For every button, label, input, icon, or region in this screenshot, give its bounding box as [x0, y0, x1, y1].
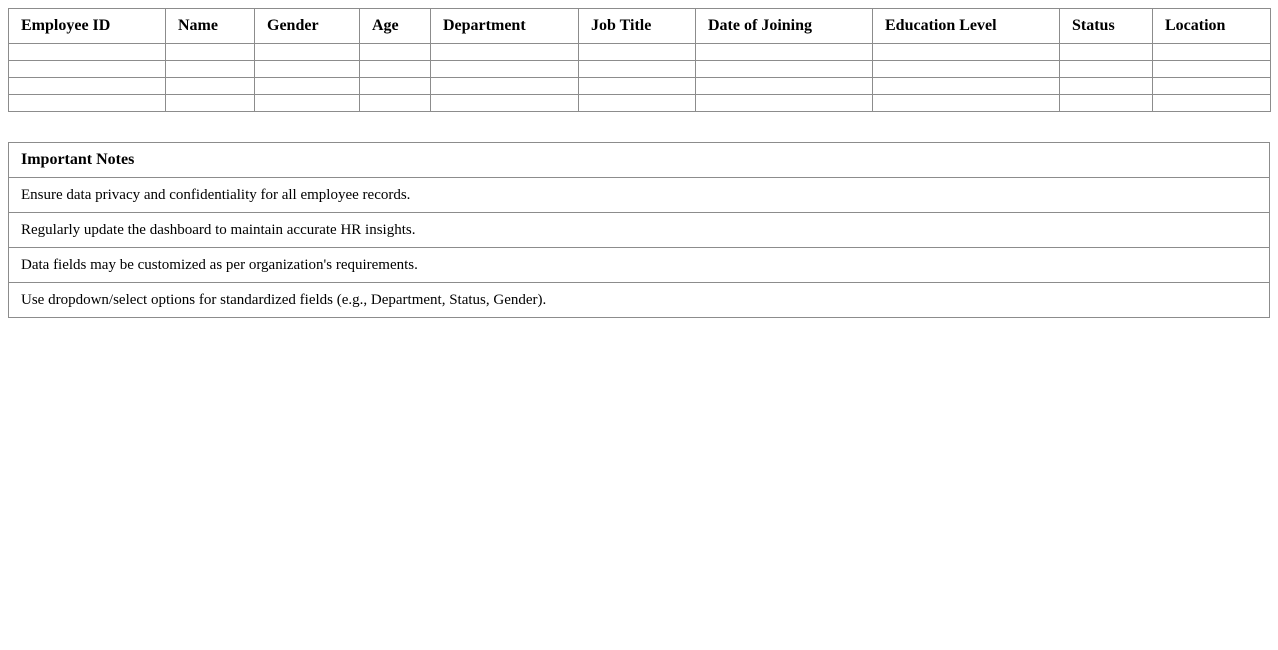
notes-header-row — [9, 143, 1270, 178]
note-item: Ensure data privacy and confidentiality for all employee records. — [9, 178, 1270, 213]
note-row — [9, 178, 1270, 213]
column-header-age[interactable]: Age — [360, 9, 431, 44]
table-cell[interactable] — [1153, 78, 1271, 95]
table-cell[interactable] — [360, 44, 431, 61]
table-cell[interactable] — [431, 61, 579, 78]
table-cell[interactable] — [255, 44, 360, 61]
employee-table-header-row — [9, 9, 1271, 44]
table-cell[interactable] — [360, 95, 431, 112]
table-cell[interactable] — [1153, 44, 1271, 61]
page-content — [8, 8, 1270, 318]
table-cell[interactable] — [579, 44, 696, 61]
note-item: Regularly update the dashboard to maintain accurate HR insights. — [9, 213, 1270, 248]
table-cell[interactable] — [579, 61, 696, 78]
column-header-date-of-joining[interactable]: Date of Joining — [696, 9, 873, 44]
note-row — [9, 213, 1270, 248]
table-cell[interactable] — [166, 95, 255, 112]
table-cell[interactable] — [360, 61, 431, 78]
table-cell[interactable] — [873, 44, 1060, 61]
table-cell[interactable] — [255, 61, 360, 78]
table-cell[interactable] — [579, 78, 696, 95]
employee-table — [8, 8, 1271, 112]
table-cell[interactable] — [431, 95, 579, 112]
table-row — [9, 61, 1271, 78]
table-cell[interactable] — [1060, 44, 1153, 61]
note-row — [9, 248, 1270, 283]
table-cell[interactable] — [9, 78, 166, 95]
column-header-location[interactable]: Location — [1153, 9, 1271, 44]
column-header-name[interactable]: Name — [166, 9, 255, 44]
column-header-gender[interactable]: Gender — [255, 9, 360, 44]
table-cell[interactable] — [166, 61, 255, 78]
note-item: Data fields may be customized as per organization's requirements. — [9, 248, 1270, 283]
table-cell[interactable] — [1060, 61, 1153, 78]
column-header-education-level[interactable]: Education Level — [873, 9, 1060, 44]
note-item: Use dropdown/select options for standardized fields (e.g., Department, Status, Gender). — [9, 283, 1270, 318]
table-cell[interactable] — [431, 78, 579, 95]
column-header-job-title[interactable]: Job Title — [579, 9, 696, 44]
table-cell[interactable] — [1060, 95, 1153, 112]
table-cell[interactable] — [696, 95, 873, 112]
table-cell[interactable] — [1153, 95, 1271, 112]
table-cell[interactable] — [255, 78, 360, 95]
table-cell[interactable] — [9, 44, 166, 61]
table-row — [9, 78, 1271, 95]
table-cell[interactable] — [431, 44, 579, 61]
table-cell[interactable] — [360, 78, 431, 95]
table-cell[interactable] — [696, 44, 873, 61]
table-cell[interactable] — [873, 61, 1060, 78]
table-cell[interactable] — [873, 78, 1060, 95]
table-cell[interactable] — [166, 44, 255, 61]
table-row — [9, 44, 1271, 61]
notes-title: Important Notes — [9, 143, 1270, 178]
table-cell[interactable] — [9, 61, 166, 78]
table-row — [9, 95, 1271, 112]
column-header-department[interactable]: Department — [431, 9, 579, 44]
table-cell[interactable] — [696, 78, 873, 95]
column-header-status[interactable]: Status — [1060, 9, 1153, 44]
table-cell[interactable] — [873, 95, 1060, 112]
column-header-employee-id[interactable]: Employee ID — [9, 9, 166, 44]
table-cell[interactable] — [166, 78, 255, 95]
note-row — [9, 283, 1270, 318]
table-cell[interactable] — [579, 95, 696, 112]
table-cell[interactable] — [696, 61, 873, 78]
table-cell[interactable] — [1060, 78, 1153, 95]
table-cell[interactable] — [1153, 61, 1271, 78]
table-cell[interactable] — [9, 95, 166, 112]
table-cell[interactable] — [255, 95, 360, 112]
important-notes-table — [8, 142, 1270, 318]
